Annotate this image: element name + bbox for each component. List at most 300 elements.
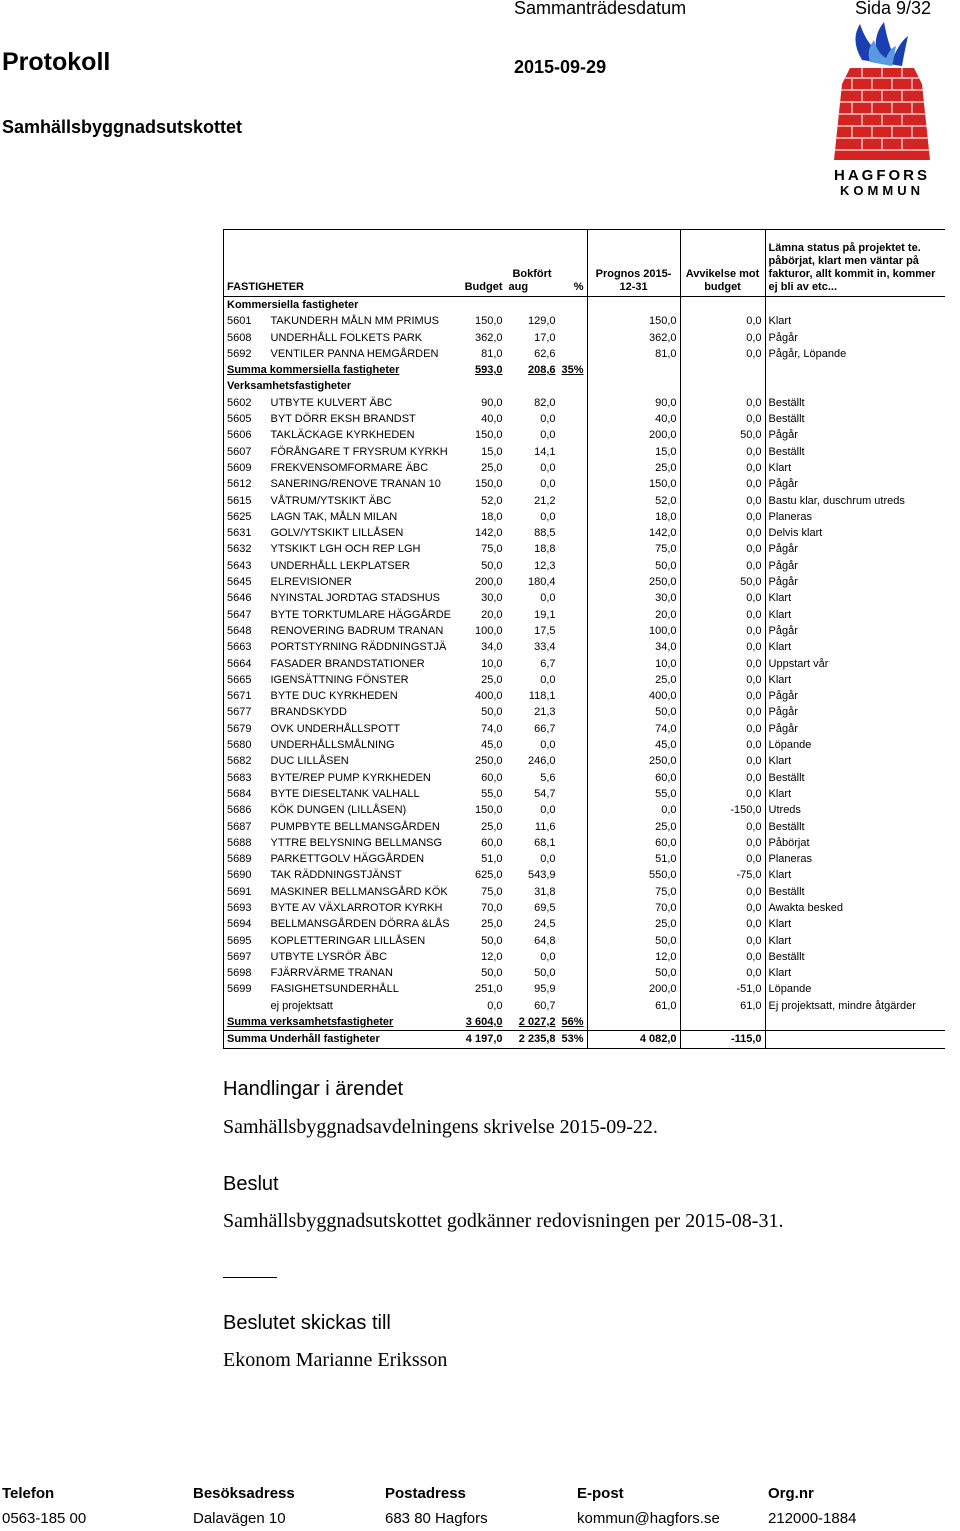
table-row (224, 998, 946, 1014)
section-kommersiella-label: Kommersiella fastigheter (224, 297, 461, 314)
budget-value: 150,0 (474, 429, 503, 442)
budget-value: 20,0 (481, 608, 503, 621)
table-row (224, 330, 946, 346)
table-row (224, 639, 946, 655)
status-text: Löpande (768, 983, 812, 996)
status-text: Klart (768, 918, 792, 931)
project-number: 5695 (224, 933, 268, 949)
project-number: 5608 (224, 330, 268, 346)
deviation-value: 0,0 (680, 509, 765, 525)
project-name: ej projektsatt (270, 999, 333, 1012)
sum-verksamhet-label: Summa verksamhetsfastigheter (224, 1014, 461, 1031)
project-number: 5688 (224, 835, 268, 851)
booked-value: 21,3 (534, 706, 556, 719)
table-row (224, 688, 946, 704)
table-row (224, 981, 946, 997)
percent-value (559, 672, 588, 688)
budget-value: 51,0 (481, 853, 503, 866)
project-number: 5607 (224, 444, 268, 460)
status-text: Klart (768, 787, 792, 800)
project-name: BYTE AV VÄXLARROTOR KYRKH (270, 901, 443, 914)
status-text: Pågår (768, 706, 798, 719)
sum-percent: 53% (559, 1031, 588, 1048)
table-row (224, 965, 946, 981)
budget-value: 81,0 (481, 347, 503, 360)
status-text: Pågår (768, 429, 798, 442)
header-avvikelse-line2: budget (704, 281, 741, 293)
budget-value: 200,0 (474, 576, 503, 589)
percent-value (559, 802, 588, 818)
project-number: 5647 (224, 607, 268, 623)
project-name: FASADER BRANDSTATIONER (270, 657, 425, 670)
section-kommersiella (224, 297, 946, 314)
project-name: BYTE DIESELTANK VALHALL (270, 787, 420, 800)
forecast-value: 75,0 (587, 884, 680, 900)
sum-deviation (680, 1014, 765, 1031)
booked-value: 95,9 (534, 983, 556, 996)
status-text: Delvis klart (768, 527, 823, 540)
project-number: 5643 (224, 558, 268, 574)
status-text: Beställt (768, 396, 805, 409)
project-number: 5646 (224, 590, 268, 606)
empty-cell (506, 378, 559, 394)
project-number: 5631 (224, 525, 268, 541)
footer-post-label: Postadress (385, 1485, 466, 1502)
percent-value (559, 558, 588, 574)
table-row (224, 590, 946, 606)
status-text: Planeras (768, 510, 812, 523)
status-text: Påbörjat (768, 836, 810, 849)
table-row (224, 753, 946, 769)
table-row (224, 427, 946, 443)
budget-value: 100,0 (474, 624, 503, 637)
booked-value: 66,7 (534, 722, 556, 735)
table-row (224, 411, 946, 427)
forecast-value: 61,0 (587, 998, 680, 1014)
status-text: Klart (768, 755, 792, 768)
booked-value: 31,8 (534, 885, 556, 898)
deviation-value: 0,0 (680, 590, 765, 606)
percent-value (559, 998, 588, 1014)
budget-value: 50,0 (481, 934, 503, 947)
status-text: Pågår (768, 478, 798, 491)
project-number: 5677 (224, 704, 268, 720)
percent-value (559, 313, 588, 329)
forecast-value: 81,0 (587, 346, 680, 362)
project-number: 5682 (224, 753, 268, 769)
deviation-value: 0,0 (680, 313, 765, 329)
table-row (224, 607, 946, 623)
forecast-value: 60,0 (587, 835, 680, 851)
budget-value: 150,0 (474, 478, 503, 491)
project-name: FASIGHETSUNDERHÅLL (270, 983, 399, 996)
forecast-value: 90,0 (587, 395, 680, 411)
project-name: BRANDSKYDD (270, 706, 347, 719)
header-fastigheter: FASTIGHETER (224, 230, 461, 297)
empty-cell (559, 297, 588, 314)
table-row (224, 574, 946, 590)
status-text: Klart (768, 967, 792, 980)
deviation-value: 50,0 (680, 574, 765, 590)
deviation-value: -51,0 (680, 981, 765, 997)
percent-value (559, 737, 588, 753)
budget-value: 25,0 (481, 461, 503, 474)
booked-value: 0,0 (540, 413, 556, 426)
budget-value: 15,0 (481, 445, 503, 458)
table-row (224, 933, 946, 949)
project-name: VENTILER PANNA HEMGÅRDEN (270, 347, 439, 360)
percent-value (559, 509, 588, 525)
deviation-value: 0,0 (680, 965, 765, 981)
booked-value: 0,0 (540, 673, 556, 686)
deviation-value: 0,0 (680, 900, 765, 916)
percent-value (559, 884, 588, 900)
project-name: KÖK DUNGEN (LILLÅSEN) (270, 804, 407, 817)
sum-kommersiella-label: Summa kommersiella fastigheter (224, 362, 461, 378)
forecast-value: 45,0 (587, 737, 680, 753)
meeting-date-label: Sammanträdesdatum (514, 0, 687, 18)
deviation-value: 0,0 (680, 395, 765, 411)
empty-cell (461, 378, 506, 394)
empty-cell (680, 378, 765, 394)
budget-value: 55,0 (481, 787, 503, 800)
percent-value (559, 835, 588, 851)
project-name: GOLV/YTSKIKT LILLÅSEN (270, 527, 404, 540)
booked-value: 24,5 (534, 918, 556, 931)
status-text: Klart (768, 641, 792, 654)
percent-value (559, 819, 588, 835)
booked-value: 21,2 (534, 494, 556, 507)
budget-value: 50,0 (481, 559, 503, 572)
project-number: 5625 (224, 509, 268, 525)
deviation-value: 0,0 (680, 949, 765, 965)
table-row (224, 346, 946, 362)
budget-value: 34,0 (481, 641, 503, 654)
booked-value: 0,0 (540, 739, 556, 752)
sum-booked: 2 235,8 (506, 1031, 559, 1048)
booked-value: 68,1 (534, 836, 556, 849)
booked-value: 19,1 (534, 608, 556, 621)
table-row (224, 737, 946, 753)
project-name: IGENSÄTTNING FÖNSTER (270, 673, 409, 686)
forecast-value: 400,0 (587, 688, 680, 704)
booked-value: 50,0 (534, 967, 556, 980)
deviation-value: 0,0 (680, 737, 765, 753)
budget-value: 25,0 (481, 673, 503, 686)
project-number: 5664 (224, 656, 268, 672)
project-name: FJÄRRVÄRME TRANAN (270, 967, 393, 980)
sum-verksamhet (224, 1014, 946, 1031)
beslut-heading: Beslut (223, 1173, 279, 1195)
booked-value: 0,0 (540, 592, 556, 605)
booked-value: 180,4 (527, 576, 556, 589)
deviation-value: 0,0 (680, 916, 765, 932)
project-name: YTSKIKT LGH OCH REP LGH (270, 543, 421, 556)
header-avvikelse (680, 230, 765, 297)
project-number: 5693 (224, 900, 268, 916)
deviation-value: 0,0 (680, 835, 765, 851)
project-number: 5615 (224, 493, 268, 509)
status-text: Pågår (768, 690, 798, 703)
booked-value: 69,5 (534, 901, 556, 914)
handlingar-heading: Handlingar i ärendet (223, 1078, 404, 1100)
forecast-value: 0,0 (587, 802, 680, 818)
percent-value (559, 395, 588, 411)
deviation-value: 0,0 (680, 884, 765, 900)
percent-value (559, 965, 588, 981)
budget-value: 60,0 (481, 836, 503, 849)
sum-budget: 593,0 (474, 364, 503, 377)
status-text: Pågår (768, 576, 798, 589)
percent-value (559, 933, 588, 949)
percent-value (559, 493, 588, 509)
budget-value: 142,0 (474, 527, 503, 540)
sum-percent: 56% (559, 1014, 588, 1031)
budget-value: 0,0 (487, 999, 503, 1012)
deviation-value: 0,0 (680, 476, 765, 492)
budget-value: 150,0 (474, 804, 503, 817)
project-name: PORTSTYRNING RÄDDNINGSTJÄ (270, 641, 447, 654)
percent-value (559, 867, 588, 883)
sum-budget: 3 604,0 (461, 1014, 506, 1031)
footer-telefon-label: Telefon (2, 1485, 55, 1502)
budget-value: 60,0 (481, 771, 503, 784)
booked-value: 12,3 (534, 559, 556, 572)
budget-value: 150,0 (474, 315, 503, 328)
logo-text-kommun: KOMMUN (840, 183, 924, 198)
percent-value (559, 607, 588, 623)
deviation-value: 0,0 (680, 819, 765, 835)
logo-text-hagfors: HAGFORS (834, 167, 930, 184)
forecast-value: 34,0 (587, 639, 680, 655)
deviation-value: 0,0 (680, 786, 765, 802)
forecast-value: 150,0 (587, 476, 680, 492)
sum-forecast: 4 082,0 (587, 1031, 680, 1048)
project-name: OVK UNDERHÅLLSPOTT (270, 722, 401, 735)
forecast-value: 25,0 (587, 672, 680, 688)
booked-value: 0,0 (540, 853, 556, 866)
budget-value: 400,0 (474, 690, 503, 703)
footer-orgnr-value: 212000-1884 (768, 1510, 857, 1527)
project-number: 5645 (224, 574, 268, 590)
percent-value (559, 476, 588, 492)
deviation-value: 0,0 (680, 753, 765, 769)
project-number: 5679 (224, 721, 268, 737)
deviation-value: 0,0 (680, 460, 765, 476)
project-number: 5601 (224, 313, 268, 329)
budget-value: 45,0 (481, 739, 503, 752)
project-number: 5663 (224, 639, 268, 655)
forecast-value: 74,0 (587, 721, 680, 737)
project-number: 5632 (224, 541, 268, 557)
empty-cell (587, 378, 680, 394)
project-name: MASKINER BELLMANSGÅRD KÖK (270, 885, 448, 898)
status-text: Pågår (768, 331, 798, 344)
deviation-value: -75,0 (680, 867, 765, 883)
recipients-heading: Beslutet skickas till (223, 1312, 391, 1334)
section-verksamhet-label: Verksamhetsfastigheter (224, 378, 461, 394)
table-row (224, 916, 946, 932)
budget-value: 52,0 (481, 494, 503, 507)
sum-booked: 2 027,2 (506, 1014, 559, 1031)
project-name: PARKETTGOLV HÄGGÅRDEN (270, 853, 425, 866)
budget-value: 50,0 (481, 967, 503, 980)
project-number: 5694 (224, 916, 268, 932)
empty-cell (559, 378, 588, 394)
table-row (224, 900, 946, 916)
project-name: BYTE DUC KYRKHEDEN (270, 690, 398, 703)
percent-value (559, 444, 588, 460)
status-text: Klart (768, 673, 792, 686)
table-row (224, 541, 946, 557)
percent-value (559, 688, 588, 704)
deviation-value: 0,0 (680, 656, 765, 672)
table-row (224, 835, 946, 851)
project-name: BYTE/REP PUMP KYRKHEDEN (270, 771, 431, 784)
empty-cell (765, 1031, 945, 1048)
deviation-value: 0,0 (680, 639, 765, 655)
forecast-value: 200,0 (587, 427, 680, 443)
project-number: 5605 (224, 411, 268, 427)
hagfors-kommun-logo (790, 20, 960, 200)
table-row (224, 851, 946, 867)
footer-besok-label: Besöksadress (193, 1485, 295, 1502)
budget-value: 75,0 (481, 885, 503, 898)
project-number: 5609 (224, 460, 268, 476)
forecast-value: 200,0 (587, 981, 680, 997)
project-name: RENOVERING BADRUM TRANAN (270, 624, 444, 637)
deviation-value: 0,0 (680, 933, 765, 949)
header-bokfort-line1: Bokfört (512, 268, 552, 280)
project-number: 5602 (224, 395, 268, 411)
forecast-value: 142,0 (587, 525, 680, 541)
status-text: Awakta besked (768, 901, 843, 914)
booked-value: 18,8 (534, 543, 556, 556)
deviation-value: 0,0 (680, 493, 765, 509)
percent-value (559, 590, 588, 606)
forecast-value: 10,0 (587, 656, 680, 672)
deviation-value: 0,0 (680, 851, 765, 867)
booked-value: 60,7 (534, 999, 556, 1012)
project-number: 5687 (224, 819, 268, 835)
forecast-value: 50,0 (587, 558, 680, 574)
booked-value: 17,5 (534, 624, 556, 637)
budget-value: 10,0 (481, 657, 503, 670)
deviation-value: 0,0 (680, 770, 765, 786)
status-text: Utreds (768, 804, 801, 817)
project-number: 5612 (224, 476, 268, 492)
forecast-value: 25,0 (587, 819, 680, 835)
percent-value (559, 721, 588, 737)
booked-value: 14,1 (534, 445, 556, 458)
status-text: Klart (768, 608, 792, 621)
table-row (224, 786, 946, 802)
budget-value: 90,0 (481, 396, 503, 409)
project-name: VÅTRUM/YTSKIKT ÄBC (270, 494, 392, 507)
percent-value (559, 753, 588, 769)
sum-percent: 35% (559, 362, 588, 378)
percent-value (559, 623, 588, 639)
table-row (224, 313, 946, 329)
header-prognos-line2: 12-31 (619, 281, 648, 293)
table-row (224, 558, 946, 574)
department-name: Samhällsbyggnadsutskottet (2, 117, 243, 137)
percent-value (559, 541, 588, 557)
beslut-text: Samhällsbyggnadsutskottet godkänner redovisningen per 2015-08-31. (223, 1210, 784, 1232)
project-name: FREKVENSOMFORMARE ÄBC (270, 461, 429, 474)
forecast-value: 50,0 (587, 965, 680, 981)
forecast-value: 20,0 (587, 607, 680, 623)
project-name: UNDERHÅLL LEKPLATSER (270, 559, 410, 572)
table-row (224, 623, 946, 639)
booked-value: 33,4 (534, 641, 556, 654)
forecast-value: 100,0 (587, 623, 680, 639)
table-row (224, 395, 946, 411)
project-name: BYT DÖRR EKSH BRANDST (270, 413, 416, 426)
project-name: BELLMANSGÅRDEN DÖRRA &LÅS (270, 918, 450, 931)
percent-value (559, 330, 588, 346)
project-number: 5686 (224, 802, 268, 818)
booked-value: 88,5 (534, 527, 556, 540)
project-name: KOPLETTERINGAR LILLÅSEN (270, 934, 426, 947)
header-avvikelse-line1: Avvikelse mot (685, 268, 760, 280)
budget-value: 18,0 (481, 510, 503, 523)
booked-value: 129,0 (527, 315, 556, 328)
project-number: 5683 (224, 770, 268, 786)
project-number: 5689 (224, 851, 268, 867)
status-text: Klart (768, 315, 792, 328)
forecast-value: 550,0 (587, 867, 680, 883)
status-text: Planeras (768, 853, 812, 866)
booked-value: 118,1 (528, 690, 556, 703)
sum-budget: 4 197,0 (461, 1031, 506, 1048)
forecast-value: 150,0 (587, 313, 680, 329)
budget-value: 362,0 (474, 331, 503, 344)
status-text: Pågår, Löpande (768, 347, 847, 360)
forecast-value: 25,0 (587, 460, 680, 476)
project-name: DUC LILLÅSEN (270, 755, 349, 768)
footer-post-value: 683 80 Hagfors (385, 1510, 488, 1527)
deviation-value: 0,0 (680, 525, 765, 541)
empty-cell (680, 297, 765, 314)
budget-value: 75,0 (481, 543, 503, 556)
booked-value: 5,6 (540, 771, 556, 784)
forecast-value: 75,0 (587, 541, 680, 557)
booked-value: 246,0 (527, 755, 556, 768)
project-name: TAKLÄCKAGE KYRKHEDEN (270, 429, 415, 442)
deviation-value: 0,0 (680, 330, 765, 346)
project-name: PUMPBYTE BELLMANSGÅRDEN (270, 820, 440, 833)
recipients-text: Ekonom Marianne Eriksson (223, 1349, 448, 1371)
forecast-value: 52,0 (587, 493, 680, 509)
empty-cell (765, 1014, 945, 1031)
status-text: Uppstart vår (768, 657, 829, 670)
project-number: 5690 (224, 867, 268, 883)
table-row (224, 867, 946, 883)
project-name: TAK RÄDDNINGSTJÄNST (270, 869, 402, 882)
empty-cell (587, 297, 680, 314)
sum-total (224, 1031, 946, 1048)
booked-value: 62,6 (534, 347, 556, 360)
empty-cell (461, 297, 506, 314)
header-bokfort-line2: aug (508, 281, 529, 293)
deviation-value: 61,0 (680, 998, 765, 1014)
deviation-value: -150,0 (680, 802, 765, 818)
project-number: 5697 (224, 949, 268, 965)
table-row (224, 704, 946, 720)
status-text: Beställt (768, 413, 805, 426)
status-text: Ej projektsatt, mindre åtgärder (768, 999, 916, 1012)
